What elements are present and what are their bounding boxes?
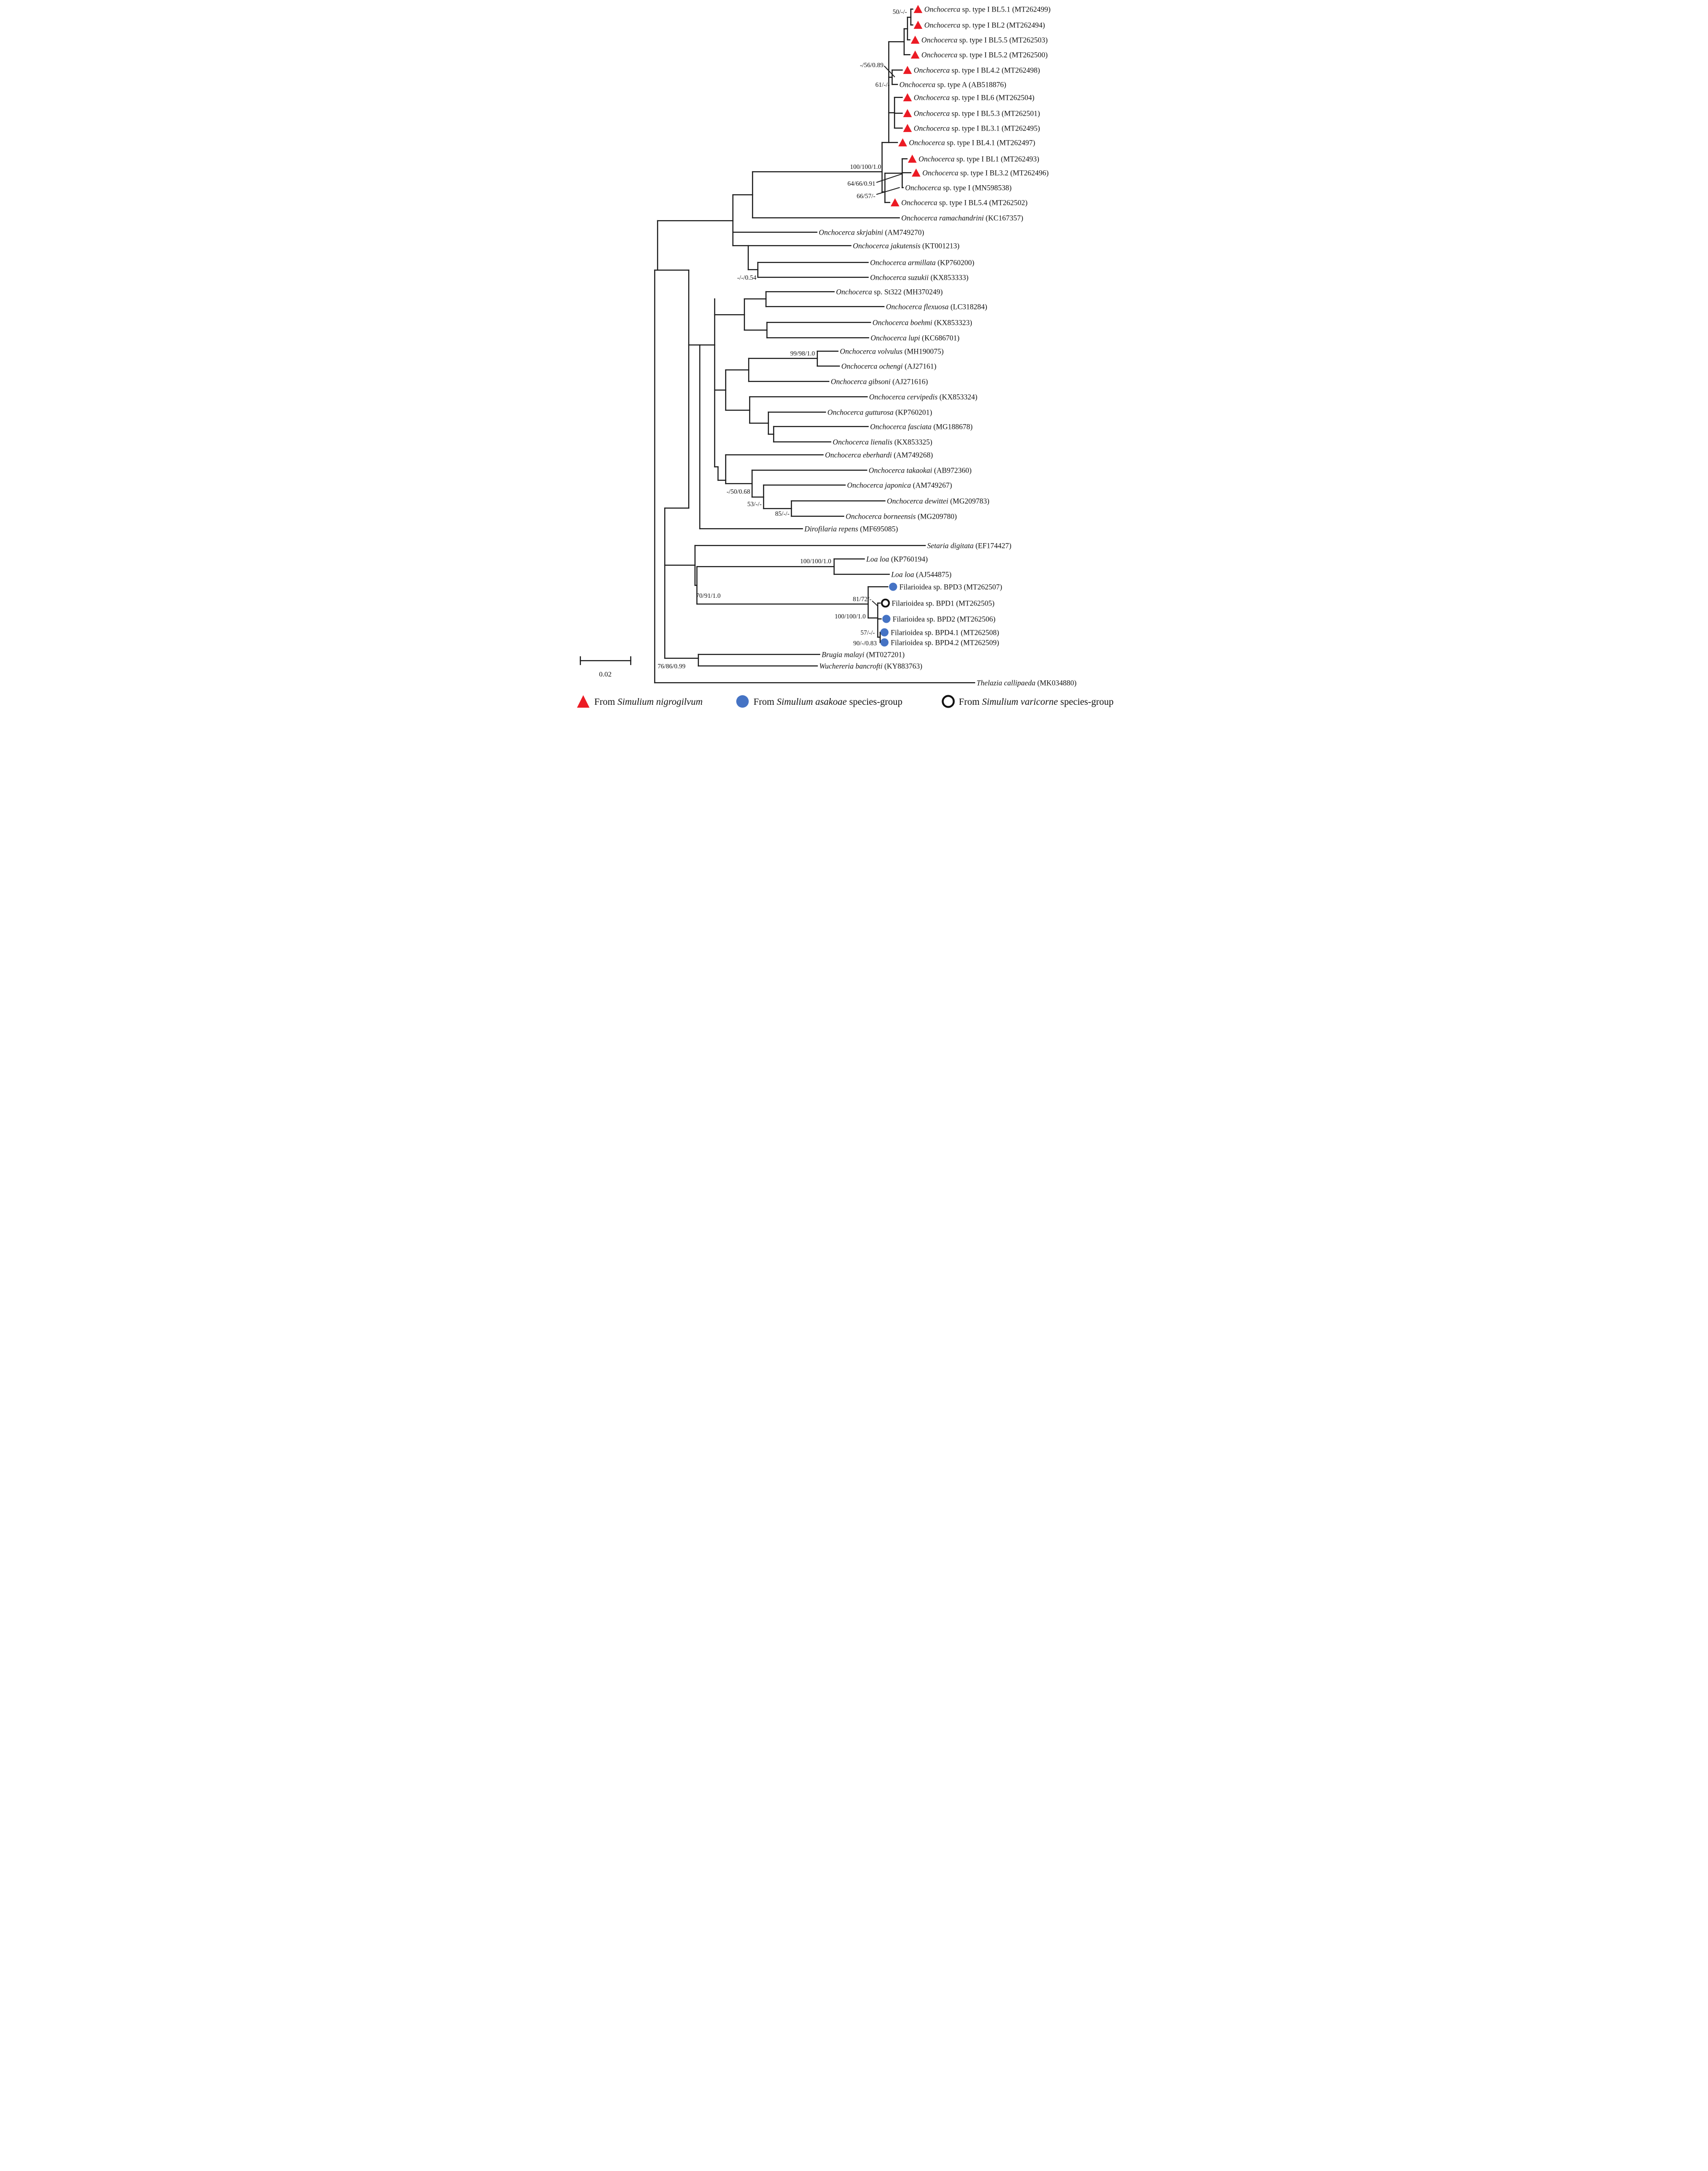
taxon-label: Onchocerca lienalis (KX853325)	[833, 438, 932, 447]
support-value: 66/57/-	[857, 192, 875, 200]
scale-bar-label: 0.02	[599, 671, 612, 678]
taxon-label: Onchocerca sp. type I BL4.2 (MT262498)	[914, 66, 1040, 75]
support-value: 50/-/-	[893, 8, 907, 15]
legend-open-circle-icon	[943, 696, 954, 707]
black-fly-host-triangle-icon	[904, 66, 912, 73]
asakoae-host-circle-icon	[883, 615, 891, 623]
taxon-label: Onchocerca ramachandrini (KC167357)	[901, 214, 1024, 223]
taxon-label: Onchocerca ochengi (AJ27161)	[841, 362, 937, 371]
taxon-label: Onchocerca dewittei (MG209783)	[887, 497, 989, 506]
taxon-label: Onchocerca lupi (KC686701)	[871, 334, 960, 343]
black-fly-host-triangle-icon	[904, 124, 912, 131]
support-value: -/-/0.54	[737, 274, 756, 281]
taxon-label: Thelazia callipaeda (MK034880)	[977, 679, 1077, 688]
taxon-label: Onchocerca skrjabini (AM749270)	[819, 228, 924, 237]
taxon-label: Setaria digitata (EF174427)	[927, 542, 1012, 550]
asakoae-host-circle-icon	[881, 639, 889, 647]
support-value: 100/100/1.0	[800, 558, 831, 565]
legend-item-label: From Simulium asakoae species-group	[754, 697, 903, 707]
taxon-label: Onchocerca sp. type I BL1 (MT262493)	[919, 155, 1039, 164]
support-value: 85/-/-	[775, 510, 789, 517]
support-value: 100/100/1.0	[850, 163, 881, 170]
taxon-label: Onchocerca sp. type A (AB518876)	[899, 81, 1006, 89]
phylogeny-canvas	[569, 0, 1139, 724]
black-fly-host-triangle-icon	[891, 199, 899, 206]
support-value: 76/86/0.99	[658, 663, 686, 670]
taxon-label: Onchocerca suzukii (KX853333)	[870, 273, 969, 282]
support-value: 100/100/1.0	[835, 613, 866, 620]
taxon-label: Onchocerca sp. type I (MN598538)	[905, 184, 1012, 192]
black-fly-host-triangle-icon	[914, 5, 922, 12]
taxon-label: Filarioidea sp. BPD3 (MT262507)	[899, 583, 1002, 592]
taxon-label: Onchocerca sp. type I BL5.1 (MT262499)	[924, 5, 1051, 14]
taxon-label: Onchocerca japonica (AM749267)	[847, 481, 952, 490]
taxon-label: Onchocerca borneensis (MG209780)	[846, 512, 957, 521]
taxon-label: Onchocerca sp. type I BL5.3 (MT262501)	[914, 109, 1040, 118]
support-pointer-line	[877, 174, 901, 182]
black-fly-host-triangle-icon	[908, 155, 917, 162]
black-fly-host-triangle-icon	[911, 36, 919, 43]
support-value: 70/91/1.0	[696, 592, 721, 599]
asakoae-host-circle-icon	[889, 583, 897, 591]
taxon-label: Wuchereria bancrofti (KY883763)	[819, 662, 922, 671]
taxon-label: Onchocerca fasciata (MG188678)	[870, 423, 973, 431]
taxon-label: Brugia malayi (MT027201)	[822, 651, 905, 659]
support-value: 90/-/0.83	[853, 640, 877, 647]
support-pointer-line	[877, 188, 899, 194]
support-value: 61/-/-	[875, 81, 890, 88]
support-value: 57/-/-	[860, 629, 875, 636]
taxon-label: Onchocerca sp. type I BL2 (MT262494)	[924, 21, 1045, 30]
asakoae-host-circle-icon	[881, 629, 889, 637]
black-fly-host-triangle-icon	[904, 94, 912, 101]
taxon-label: Onchocerca sp. St322 (MH370249)	[836, 288, 943, 297]
taxon-label: Onchocerca gutturosa (KP760201)	[827, 408, 932, 417]
support-value: -/50/0.68	[726, 488, 750, 495]
support-value: 64/66/0.91	[847, 180, 875, 187]
taxon-label: Onchocerca sp. type I BL5.5 (MT262503)	[921, 36, 1048, 45]
taxon-label: Onchocerca eberhardi (AM749268)	[825, 451, 933, 460]
black-fly-host-triangle-icon	[899, 139, 907, 146]
black-fly-host-triangle-icon	[911, 51, 919, 58]
taxon-label: Onchocerca sp. type I BL5.2 (MT262500)	[921, 51, 1048, 59]
legend-circle-icon	[736, 695, 749, 708]
legend-item-label: From Simulium varicorne species-group	[959, 697, 1114, 707]
support-value: 81/72/-	[853, 595, 872, 603]
taxon-label: Onchocerca sp. type I BL3.1 (MT262495)	[914, 124, 1040, 133]
phylogenetic-tree-figure	[569, 0, 1139, 726]
black-fly-host-triangle-icon	[914, 21, 922, 28]
taxon-label: Filarioidea sp. BPD4.2 (MT262509)	[891, 639, 1000, 647]
support-value: -/56/0.89	[860, 61, 883, 69]
taxon-label: Onchocerca volvulus (MH190075)	[840, 347, 944, 356]
legend-triangle-icon	[577, 695, 589, 708]
support-value: 53/-/-	[747, 500, 762, 508]
taxon-label: Onchocerca gibsoni (AJ271616)	[831, 378, 928, 386]
taxon-label: Onchocerca sp. type I BL4.1 (MT262497)	[909, 139, 1036, 147]
taxon-label: Filarioidea sp. BPD4.1 (MT262508)	[891, 629, 1000, 637]
taxon-label: Onchocerca cervipedis (KX853324)	[869, 393, 978, 402]
taxon-label: Onchocerca sp. type I BL6 (MT262504)	[914, 94, 1035, 102]
taxon-label: Loa loa (KP760194)	[866, 555, 928, 564]
taxon-label: Onchocerca boehmi (KX853323)	[872, 319, 972, 327]
varicorne-host-open-circle-icon	[882, 600, 889, 607]
taxon-label: Dirofilaria repens (MF695085)	[804, 525, 898, 534]
taxon-label: Onchocerca armillata (KP760200)	[870, 259, 975, 267]
support-pointer-line	[884, 66, 895, 77]
taxon-label: Loa loa (AJ544875)	[891, 570, 952, 579]
taxon-label: Onchocerca takaokai (AB972360)	[869, 466, 972, 475]
taxon-label: Onchocerca jakutensis (KT001213)	[853, 242, 960, 250]
taxon-label: Filarioidea sp. BPD1 (MT262505)	[892, 599, 995, 608]
support-value: 99/98/1.0	[790, 350, 815, 357]
taxon-label: Onchocerca flexuosa (LC318284)	[886, 303, 988, 311]
taxon-label: Filarioidea sp. BPD2 (MT262506)	[893, 615, 996, 624]
legend-item-label: From Simulium nigrogilvum	[594, 697, 703, 707]
support-pointer-line	[872, 601, 878, 606]
taxon-label: Onchocerca sp. type I BL3.2 (MT262496)	[922, 169, 1049, 178]
black-fly-host-triangle-icon	[904, 109, 912, 117]
black-fly-host-triangle-icon	[912, 169, 920, 176]
taxon-label: Onchocerca sp. type I BL5.4 (MT262502)	[901, 199, 1028, 207]
